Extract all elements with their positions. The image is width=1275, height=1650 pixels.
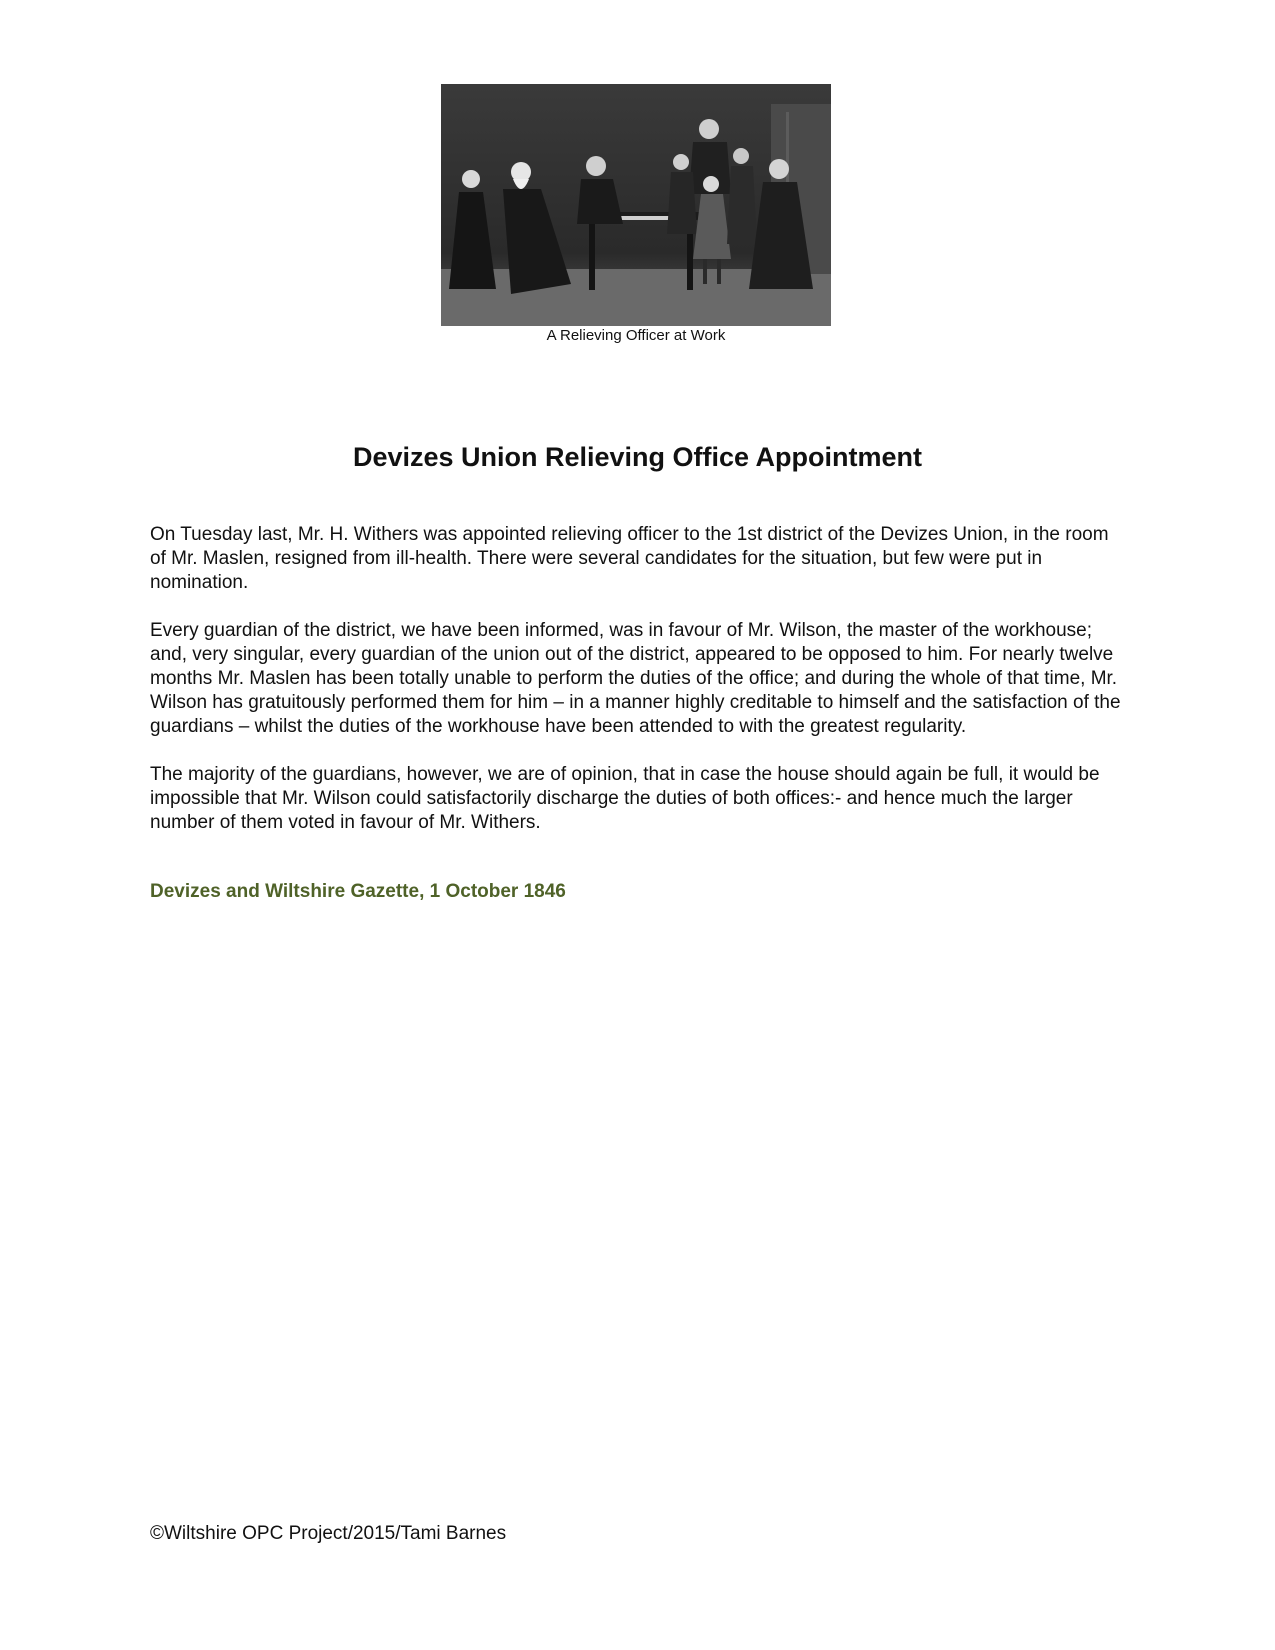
article-paragraph: Every guardian of the district, we have been informed, was in favour of Mr. Wilson, the master of the workhouse; and, very singular, every guardian of the union out of the district, appeared to be opposed to him. For nearly twelve months Mr. Maslen has been totally unable to perform the duties of the office; and during the whole of that time, Mr. Wilson has gratuitously performed them for him – in a manner highly creditable to himself and the satisfaction of the guardians – whilst the duties of the workhouse have been attended to with the greatest regularity. [150, 620, 1121, 737]
photo-caption: A Relieving Officer at Work [546, 327, 726, 344]
copyright-footer: ©Wiltshire OPC Project/2015/Tami Barnes [150, 1523, 507, 1544]
article-title: Devizes Union Relieving Office Appointment [352, 442, 923, 472]
article-paragraph: On Tuesday last, Mr. H. Withers was appointed relieving officer to the 1st district of the Devizes Union, in the room of Mr. Maslen, resigned from ill-health. There were several candidates for the situation, but few were put in nomination. [150, 524, 1109, 593]
photograph-image [441, 84, 831, 326]
article-body [150, 523, 1125, 859]
source-citation: Devizes and Wiltshire Gazette, 1 October 1846 [150, 881, 566, 902]
historic-photograph [441, 84, 831, 326]
article-paragraph: The majority of the guardians, however, we are of opinion, that in case the house should again be full, it would be impossible that Mr. Wilson could satisfactorily discharge the duties of both offices:- and hence much the larger number of them voted in favour of Mr. Withers. [150, 764, 1100, 833]
